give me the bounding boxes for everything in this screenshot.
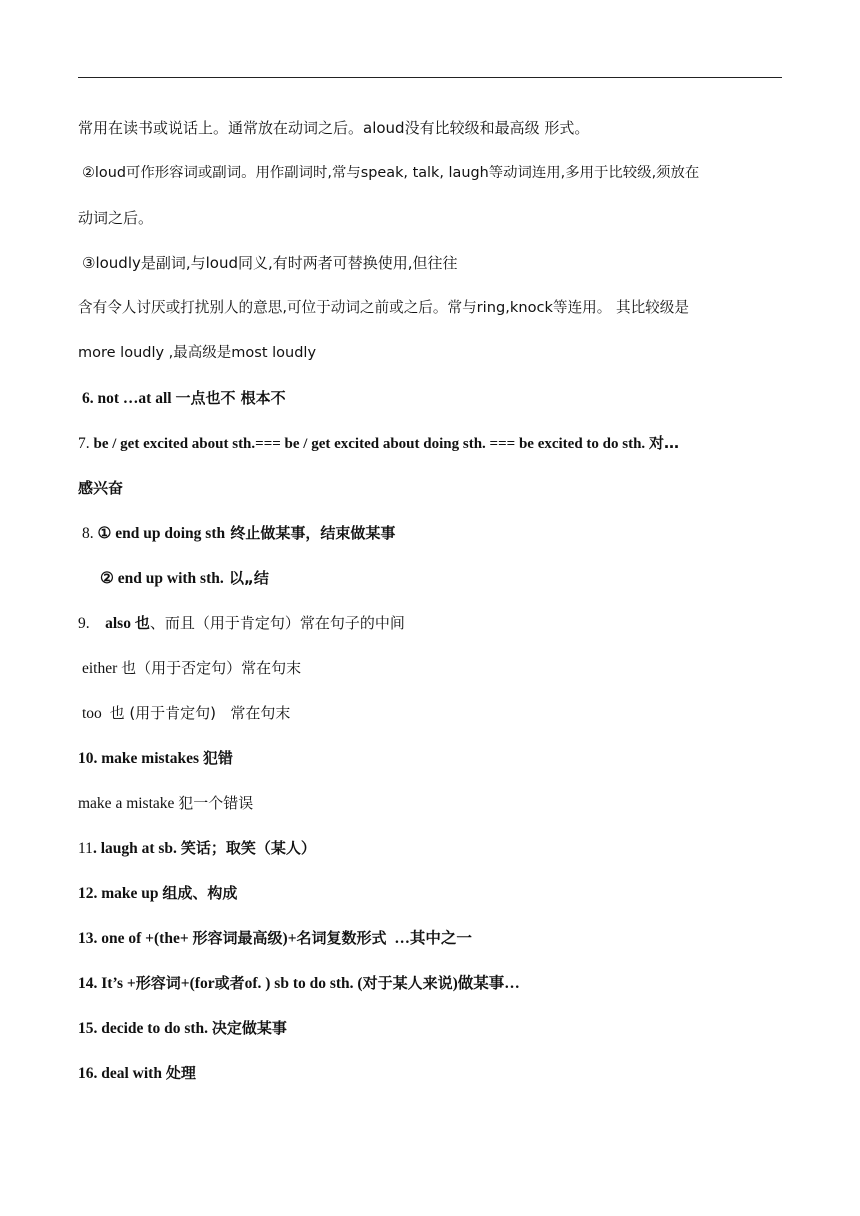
item-7-meaning: 对… [648,434,679,452]
item-14-part-7: )做某事… [452,975,520,992]
item-15 [78,1018,788,1039]
item-9-meaning-bold: 也 [134,614,150,632]
item-9-meaning: 、而且（用于肯定句）常在句子的中间 [149,614,405,632]
item-7-phrase: be / get excited about sth.=== be / get excited about doing sth. === be excited to do sth. [93,436,649,452]
item-13 [78,928,788,949]
text-line-6 [78,343,788,363]
item-14-part-3: +(for [180,975,215,992]
header-rule [78,77,782,78]
text-line-5 [78,298,788,318]
item-12-meaning: 组成、构成 [162,884,238,902]
item-10-sub-phrase: make a mistake [78,795,179,812]
text-line-2 [82,163,792,183]
text-line-1 [78,118,788,139]
item-10-sub-meaning: 犯一个错误 [178,794,254,812]
item-10-meaning: 犯错 [202,749,233,767]
item-8-meaning-2: 以„结 [223,569,269,587]
item-16-phrase: 16. deal with [78,1065,166,1082]
line-5-text: 含有令人讨厌或打扰别人的意思,可位于动词之前或之后。常与ring,knock等连用。 其比较级是 [78,299,689,316]
item-10 [78,748,788,769]
item-14-part-6: 对于某人来说 [362,974,453,992]
item-13-part-3: )+ [282,930,297,947]
item-9-word: also [105,615,135,632]
item-7-number: 7. [78,435,94,452]
item-13-part-2: 形容词最高级 [192,929,283,947]
item-16-meaning: 处理 [165,1064,196,1082]
item-10-phrase: 10. make mistakes [78,750,203,767]
item-9 [78,613,788,634]
item-14-part-1: 14. It’s + [78,975,136,992]
item-11-number: 11 [78,840,93,857]
line-4-text: ③loudly是副词,与loud同义,有时两者可替换使用,但往往 [82,254,458,272]
item-8-sub [100,568,810,589]
item-16 [78,1063,788,1084]
item-9-either [82,658,792,679]
item-11-meaning: 笑话；取笑（某人） [180,839,316,857]
too-meaning: 也 (用于肯定句) 常在句末 [109,704,291,722]
item-6-phrase: 6. not …at all [82,390,176,407]
item-12 [78,883,788,904]
item-11-phrase: . laugh at sb. [92,840,181,857]
item-14-part-2: 形容词 [135,974,181,992]
text-line-3 [78,208,788,229]
item-8 [82,523,792,544]
item-11 [78,838,788,859]
item-13-part-1: 13. one of +(the+ [78,930,193,947]
line-6-text: more loudly ,最高级是most loudly [78,345,317,361]
item-7-meaning-end: 感兴奋 [78,479,124,497]
item-9-number: 9. [78,615,106,632]
item-8-phrase-1: ① end up doing sth [97,525,226,542]
item-6-meaning: 一点也不 根本不 [175,389,286,407]
either-word: either [82,660,122,677]
either-meaning: 也（用于否定句）常在句末 [121,659,302,677]
item-6 [82,388,792,409]
item-15-phrase: 15. decide to do sth. [78,1020,212,1037]
item-12-phrase: 12. make up [78,885,163,902]
too-word: too [82,705,110,722]
line-3-text: 动词之后。 [78,209,154,227]
item-15-meaning: 决定做某事 [211,1019,287,1037]
item-7-continued [78,478,788,499]
item-8-meaning-1: 终止做某事，结束做某事 [225,524,396,542]
item-14 [78,973,788,994]
item-8-phrase-2: ② end up with sth. [100,570,224,587]
item-14-part-5: of. ) sb to do sth. ( [244,975,363,992]
item-13-part-5: …其中之一 [386,930,472,947]
text-line-4 [82,253,792,274]
item-13-part-4: 名词复数形式 [296,929,387,947]
line-2-text: ②loud可作形容词或副词。用作副词时,常与speak, talk, laugh等动词连用,多用于比较级,须放在 [82,165,700,181]
item-7 [78,433,788,454]
line-1-text: 常用在读书或说话上。通常放在动词之后。aloud没有比较级和最高级 形式。 [78,119,590,137]
item-10-sub [78,793,788,814]
item-14-part-4: 或者 [214,974,245,992]
item-8-number: 8. [82,525,98,542]
item-9-too [82,703,792,724]
